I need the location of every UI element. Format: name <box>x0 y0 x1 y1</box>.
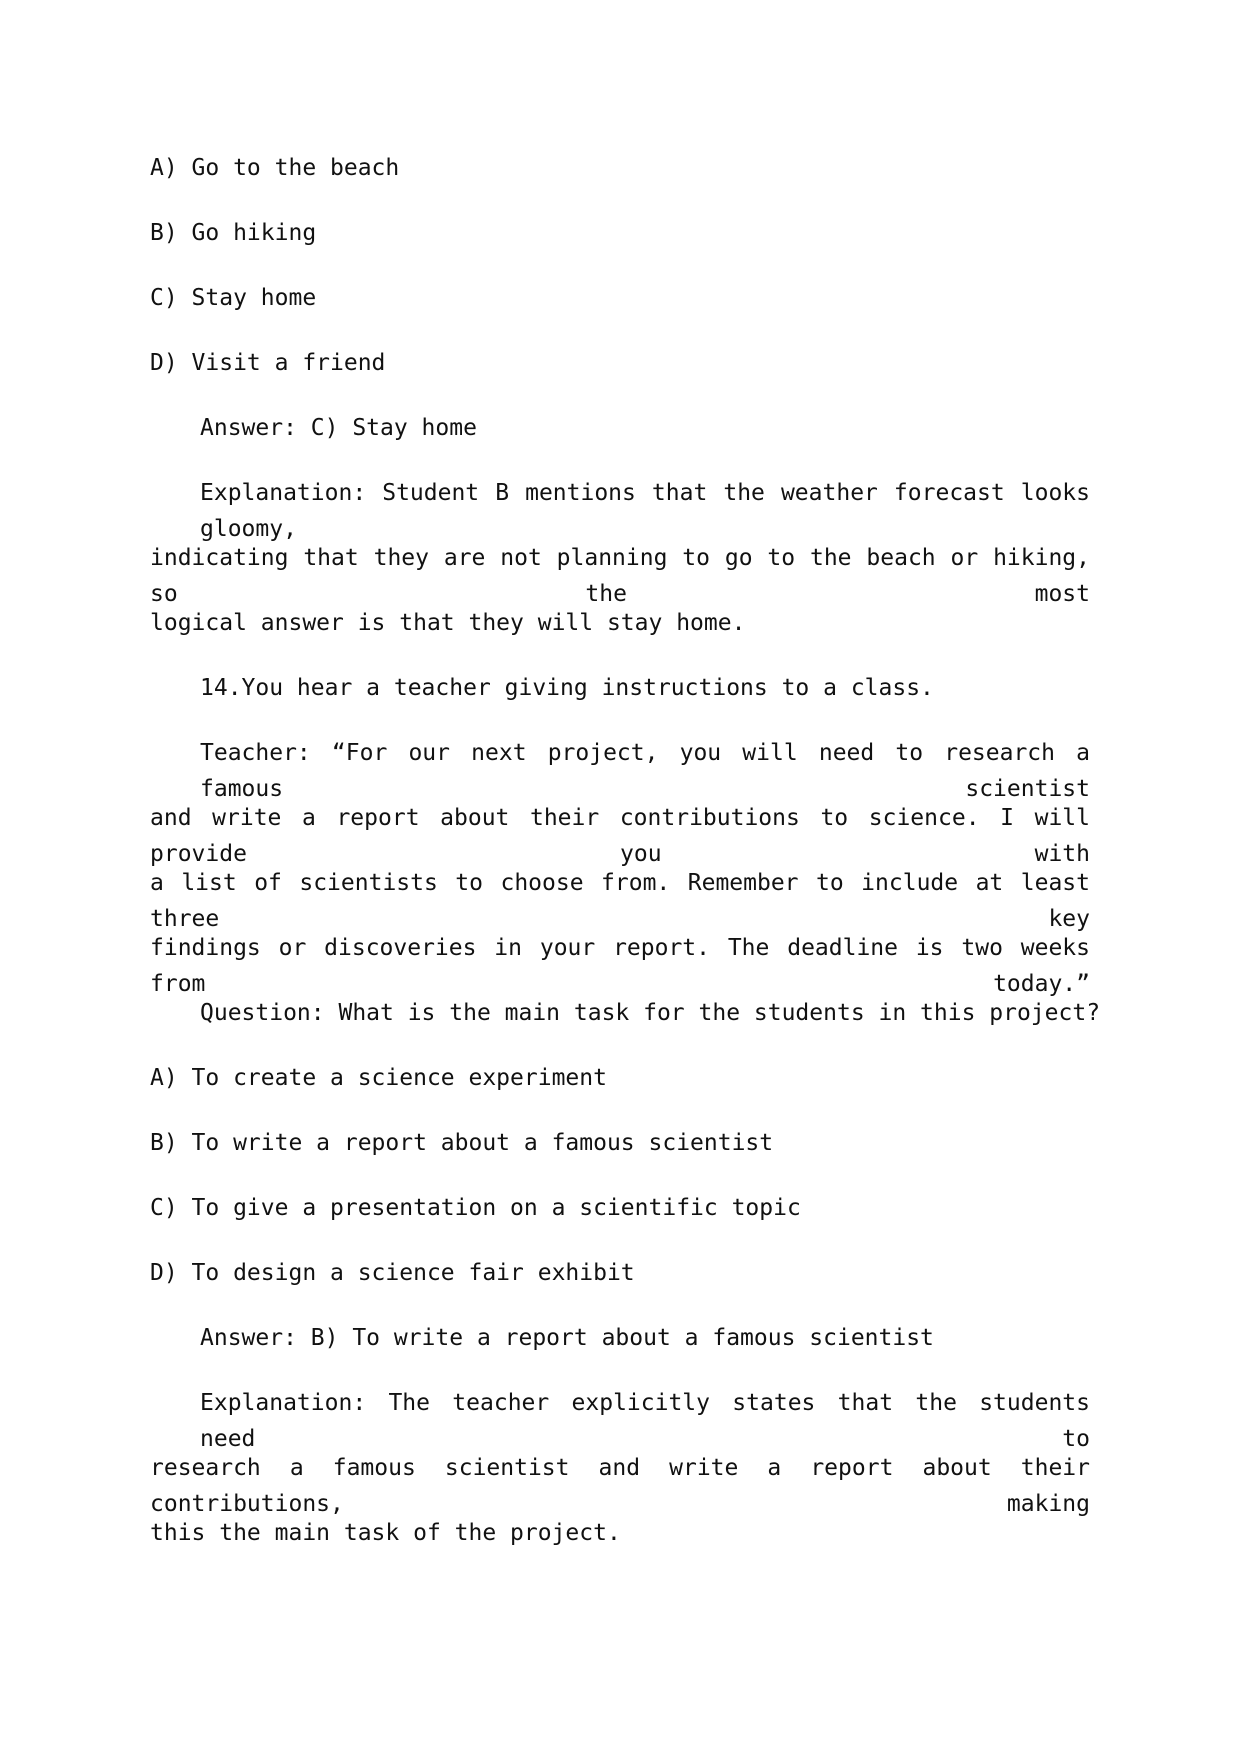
q13-option-a: A) Go to the beach <box>150 155 400 181</box>
document-body <box>150 150 1101 1580</box>
q14-explanation-line-1: Explanation: The teacher explicitly states that the students need to <box>200 1390 1090 1452</box>
q13-explanation-line-2: indicating that they are not planning to go to the beach or hiking, so the most <box>150 545 1090 607</box>
q13-option-b: B) Go hiking <box>150 220 317 246</box>
q14-teacher-line-1: Teacher: “For our next project, you will need to research a famous scientist <box>200 740 1090 802</box>
q14-teacher-line-4: findings or discoveries in your report. The deadline is two weeks from today.” <box>150 935 1090 997</box>
q14-option-a: A) To create a science experiment <box>150 1065 607 1091</box>
q14-prompt: 14.You hear a teacher giving instructions to a class. <box>200 675 934 701</box>
q14-option-c: C) To give a presentation on a scientific topic <box>150 1195 801 1221</box>
q14-question: Question: What is the main task for the students in this project? <box>200 1000 1101 1026</box>
q14-option-b: B) To write a report about a famous scientist <box>150 1130 774 1156</box>
q14-teacher-line-3: a list of scientists to choose from. Remember to include at least three key <box>150 870 1090 932</box>
q14-teacher-line-2: and write a report about their contributions to science. I will provide you with <box>150 805 1090 867</box>
q13-explanation-line-1: Explanation: Student B mentions that the weather forecast looks gloomy, <box>200 480 1090 542</box>
q14-option-d: D) To design a science fair exhibit <box>150 1260 635 1286</box>
q13-option-c: C) Stay home <box>150 285 317 311</box>
q14-answer: Answer: B) To write a report about a famous scientist <box>200 1325 934 1351</box>
q13-option-d: D) Visit a friend <box>150 350 386 376</box>
q13-answer: Answer: C) Stay home <box>200 415 477 441</box>
q14-explanation-line-3: this the main task of the project. <box>150 1520 621 1546</box>
q14-explanation-line-2: research a famous scientist and write a report about their contributions, making <box>150 1455 1090 1517</box>
q13-explanation-line-3: logical answer is that they will stay home. <box>150 610 746 636</box>
